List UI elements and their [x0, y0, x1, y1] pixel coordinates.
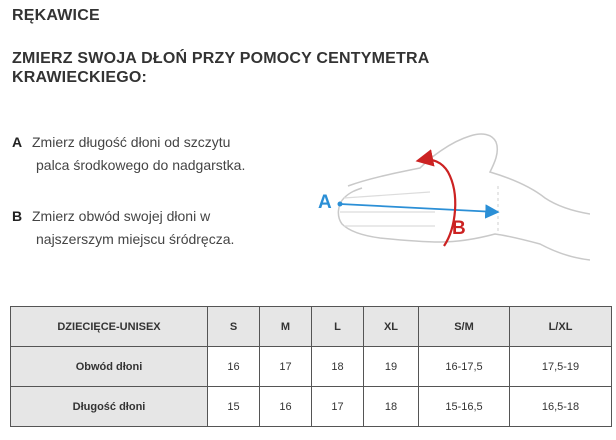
instruction-a-line1: Zmierz długość dłoni od szczytu: [32, 134, 231, 150]
size-table: [10, 306, 612, 427]
instruction-b: [12, 205, 234, 251]
header-size-l: L: [312, 307, 364, 347]
instruction-b-letter: B: [12, 208, 23, 224]
header-category: DZIECIĘCE-UNISEX: [11, 307, 208, 347]
diagram-label-a: A: [318, 192, 332, 213]
page-subtitle: ZMIERZ SWOJA DŁOŃ PRZY POMOCY CENTYMETRA KRAWIECKIEGO:: [12, 50, 429, 86]
header-size-m: M: [260, 307, 312, 347]
table-cell: 16: [208, 347, 260, 387]
table-cell: 16: [260, 387, 312, 427]
table-cell: 19: [364, 347, 419, 387]
table-row: [11, 387, 612, 427]
instruction-b-line1: Zmierz obwód swojej dłoni w: [32, 208, 211, 224]
instruction-a-line2: palca środkowego do nadgarstka.: [36, 157, 246, 173]
hand-outline: [338, 134, 590, 260]
instruction-a-letter: A: [12, 134, 23, 150]
header-size-xl: XL: [364, 307, 419, 347]
table-cell: 18: [364, 387, 419, 427]
diagram-label-b: B: [452, 218, 466, 239]
instruction-b-line2: najszerszym miejscu śródręcza.: [36, 231, 235, 247]
header-size-s: S: [208, 307, 260, 347]
table-cell: 15-16,5: [419, 387, 510, 427]
hand-measurement-diagram: [310, 128, 590, 276]
table-cell: 16,5-18: [510, 387, 612, 427]
length-arrow: [340, 204, 496, 212]
circumference-arrow: [422, 160, 455, 247]
table-cell: 18: [312, 347, 364, 387]
row-label-circumference: Obwód dłoni: [11, 347, 208, 387]
header-size-s-m: S/M: [419, 307, 510, 347]
table-cell: 17: [312, 387, 364, 427]
row-label-length: Długość dłoni: [11, 387, 208, 427]
instruction-a: [12, 131, 245, 177]
page-title: RĘKAWICE: [12, 7, 100, 24]
header-size-l-xl: L/XL: [510, 307, 612, 347]
table-cell: 17: [260, 347, 312, 387]
size-table-header-row: [11, 307, 612, 347]
table-cell: 15: [208, 387, 260, 427]
table-row: [11, 347, 612, 387]
length-arrow-start: [338, 202, 343, 207]
table-cell: 17,5-19: [510, 347, 612, 387]
table-cell: 16-17,5: [419, 347, 510, 387]
